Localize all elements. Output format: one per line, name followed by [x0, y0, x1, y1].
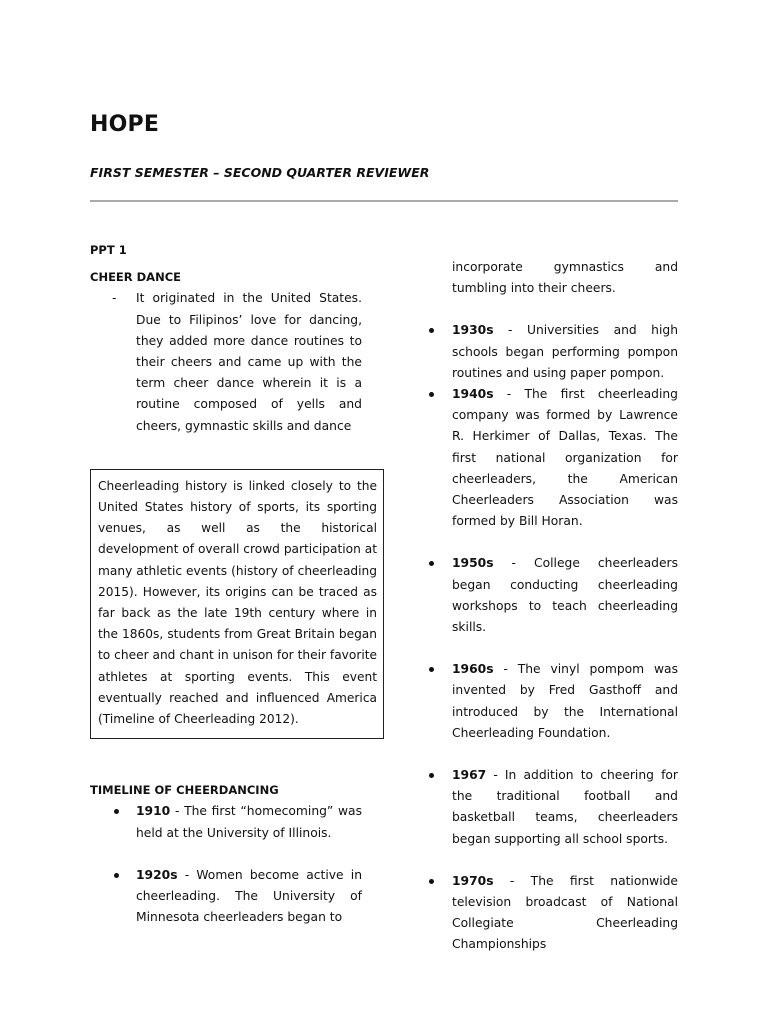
timeline-text: - The first cheerleading company was formed by Lawrence R. Herkimer of Dallas, Texas. The first national organization for cheerleaders, the American Cheerleaders Association was formed by Bill Horan.: [452, 387, 678, 529]
left-column: [90, 240, 377, 928]
right-timeline-list: [423, 320, 678, 955]
document-title: HOPE: [90, 112, 160, 137]
timeline-text: - College cheerleaders began conducting cheerleading workshops to teach cheerleading skills.: [452, 556, 678, 635]
timeline-item: [90, 865, 362, 929]
bullet-dot: [114, 873, 119, 878]
timeline-text: - Women become active in cheerleading. The University of Minnesota cheerleaders began to: [136, 867, 362, 925]
left-timeline-list: [90, 801, 362, 928]
bullet-dot: [429, 773, 434, 778]
bullet-dot: [429, 392, 434, 397]
document-subtitle: FIRST SEMESTER – SECOND QUARTER REVIEWER: [90, 165, 430, 180]
timeline-item: [423, 659, 678, 744]
timeline-year: 1920s: [136, 867, 178, 882]
bullet-dot: [429, 879, 434, 884]
bullet-dot: [429, 561, 434, 566]
bullet-dot: [429, 667, 434, 672]
timeline-year: 1910: [136, 804, 171, 819]
timeline-text: - The first nationwide television broadcast of National Collegiate Cheerleading Championships: [452, 873, 678, 952]
timeline-text: - The vinyl pompom was invented by Fred Gasthoff and introduced by the International Cheerleading Foundation.: [452, 662, 678, 740]
timeline-text: - In addition to cheering for the traditional football and basketball teams, cheerleaders began supporting all school sports.: [452, 768, 678, 846]
ppt-label: PPT 1: [90, 243, 127, 257]
timeline-year: 1970s: [452, 873, 494, 888]
right-column: [423, 257, 678, 956]
timeline-text: - Universities and high schools began performing pompon routines and using paper pompon.: [452, 323, 678, 380]
timeline-year: 1950s: [452, 556, 494, 571]
cheer-dance-heading: CHEER DANCE: [90, 270, 182, 285]
timeline-item: [423, 553, 678, 638]
timeline-year: 1960s: [452, 662, 494, 677]
timeline-heading: TIMELINE OF CHEERDANCING: [90, 783, 279, 798]
timeline-year: 1940s: [452, 387, 494, 402]
bullet-dot: [114, 809, 119, 814]
dash-bullet: -: [112, 291, 117, 306]
timeline-item: [423, 765, 678, 850]
timeline-year: 1967: [452, 768, 487, 783]
history-textbox: Cheerleading history is linked closely to the United States history of sports, its sporting venues, as well as the historical development of overall crowd participation at many athletic events (history of cheerleading 2015). However, its origins can be traced as far back as the late 19th century where in the 1860s, students from Great Britain began to cheer and chant in unison for their favorite athletes at sporting events. This event eventually reached and influenced America (Timeline of Cheerleading 2012).: [90, 469, 384, 739]
timeline-text: - The first “homecoming” was held at the University of Illinois.: [136, 804, 362, 840]
horizontal-divider: [90, 200, 678, 202]
cheer-dance-definition: [90, 288, 362, 436]
continuation-text: incorporate gymnastics and tumbling into their cheers.: [452, 260, 678, 296]
timeline-item: [423, 320, 678, 384]
timeline-item: [423, 871, 678, 956]
timeline-item: [423, 384, 678, 532]
timeline-year: 1930s: [452, 323, 494, 338]
definition-text: It originated in the United States. Due to Filipinos’ love for dancing, they added more dance routines to their cheers and came up with the term cheer dance wherein it is a routine composed of yells and cheers, gymnastic skills and dance: [136, 291, 362, 433]
timeline-item: [90, 801, 362, 843]
bullet-dot: [429, 328, 434, 333]
